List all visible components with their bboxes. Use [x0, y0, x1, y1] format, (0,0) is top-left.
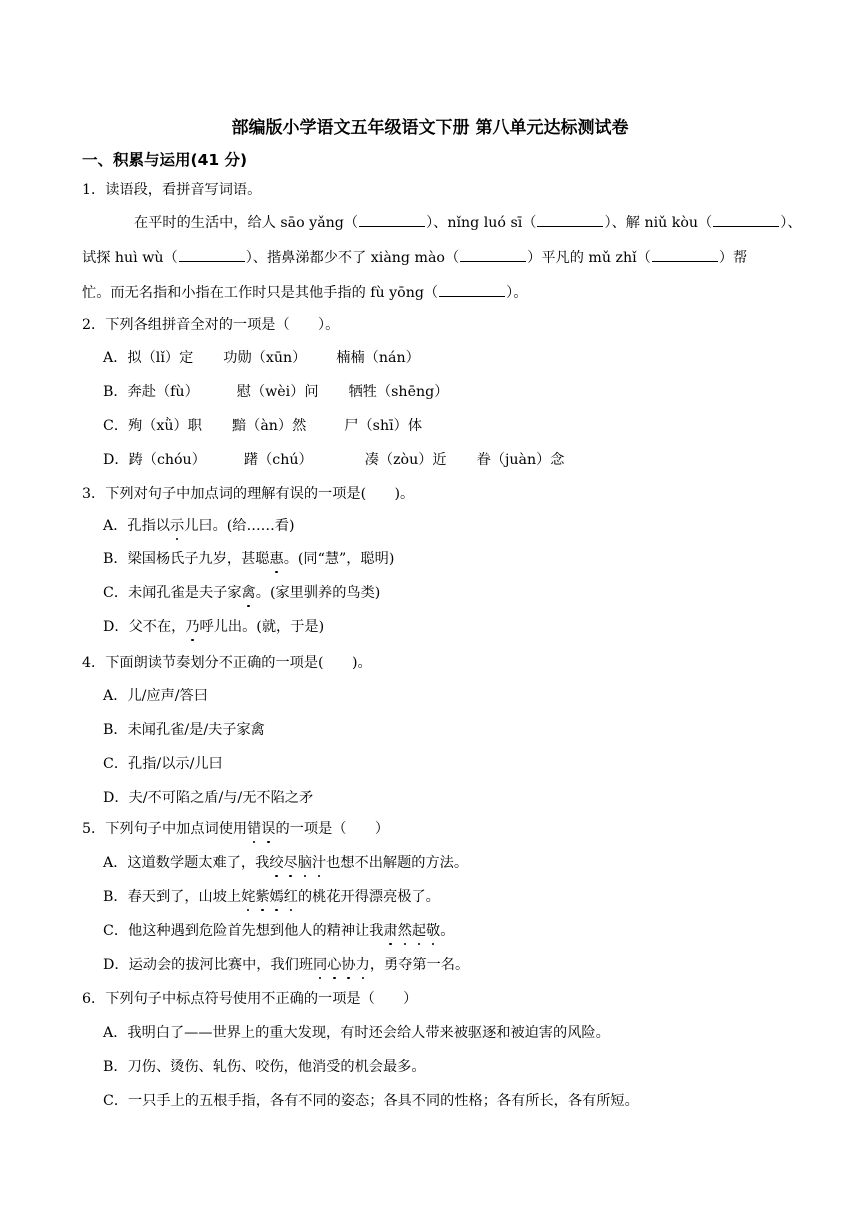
question-6-option-a: A．我明白了——世界上的重大发现，有时还会给人带来被驱逐和被迫害的风险。 — [103, 1025, 610, 1041]
text-segment: 忙。而无名指和小指在工作时只是其他手指的 fù yōng（ — [82, 285, 439, 301]
emphasized-char: 示 — [170, 518, 185, 534]
emphasized-char: 姹 — [241, 889, 256, 905]
emphasized-char: 然 — [397, 923, 412, 939]
emphasized-char: 同 — [313, 957, 328, 973]
text-segment: 黯（àn）然 — [231, 418, 307, 434]
emphasized-char: 心 — [327, 957, 342, 973]
question-4-option-b: B．未闻孔雀/是/夫子家禽 — [103, 722, 265, 738]
answer-blank[interactable] — [460, 247, 526, 262]
text-segment: ，勇夺第一名。 — [369, 957, 470, 973]
text-segment: 。(同“慧”，聪明) — [283, 551, 395, 567]
emphasized-char: 绞 — [269, 855, 284, 871]
question-2-stem: 2．下列各组拼音全对的一项是（ ）。 — [82, 317, 340, 333]
text-segment: ）、解 niǔ kòu（ — [604, 215, 713, 231]
emphasized-char: 红 — [283, 889, 298, 905]
emphasized-char: 力 — [355, 957, 370, 973]
question-4-option-d: D．夫/不可陷之盾/与/无不陷之矛 — [103, 790, 314, 806]
text-segment: 凑（zòu）近 — [364, 452, 447, 468]
text-segment: 呼儿出。(就，于是) — [199, 619, 325, 635]
question-3-option-d — [103, 617, 324, 637]
question-6-option-c: C．一只手上的五根手指，各有不同的姿态；各具不同的性格；各有所长，各有所短。 — [103, 1093, 639, 1109]
text-segment: A．孔指以 — [103, 518, 170, 534]
text-segment: 。 — [440, 923, 455, 939]
emphasized-char: 禽 — [241, 585, 256, 601]
text-segment: 试探 huì wù（ — [82, 250, 178, 266]
question-5-option-c — [103, 921, 454, 941]
text-segment: D．父不在， — [103, 619, 186, 635]
text-segment: 尸（shī）体 — [344, 418, 423, 434]
text-segment: ）、 — [780, 215, 802, 231]
emphasized-char: 脑 — [297, 855, 312, 871]
text-segment: B．奔赴（fù） — [103, 384, 199, 400]
text-segment: A．拟（lǐ）定 — [103, 350, 194, 366]
emphasized-char: 误 — [261, 821, 276, 837]
question-3-stem: 3．下列对句子中加点词的理解有误的一项是( )。 — [82, 486, 415, 502]
text-segment: 5．下列句子中加点词使用 — [82, 821, 248, 837]
emphasized-char: 乃 — [185, 619, 200, 635]
emphasized-char: 敬 — [426, 923, 441, 939]
emphasized-char: 惠 — [269, 551, 284, 567]
text-segment: C．未闻孔雀是夫子家 — [103, 585, 242, 601]
question-3-option-c — [103, 583, 380, 603]
text-segment: 。(家里驯养的鸟类) — [255, 585, 381, 601]
text-segment: ）平凡的 mǔ zhǐ（ — [527, 250, 651, 266]
text-segment: 躇（chú） — [243, 452, 313, 468]
question-3-option-b — [103, 549, 394, 569]
question-1-line-1 — [134, 212, 802, 233]
question-6-option-b: B．刀伤、烫伤、轧伤、咬伤，他消受的机会最多。 — [103, 1059, 426, 1075]
text-segment: C．殉（xǜ）职 — [103, 418, 202, 434]
text-segment: 眷（juàn）念 — [476, 452, 565, 468]
emphasized-char: 肃 — [383, 923, 398, 939]
text-segment: D．运动会的拔河比赛中，我们班 — [103, 957, 314, 973]
question-2-option-a — [103, 348, 420, 368]
question-4-option-c: C．孔指/以示/儿曰 — [103, 756, 223, 772]
question-2-option-b — [103, 382, 448, 402]
text-segment: 的桃花开得漂亮极了。 — [297, 889, 440, 905]
question-5-option-d — [103, 955, 469, 975]
answer-blank[interactable] — [439, 282, 505, 297]
answer-blank[interactable] — [652, 247, 718, 262]
text-segment: ）、nǐng luó sī（ — [426, 215, 537, 231]
answer-blank[interactable] — [179, 247, 245, 262]
text-segment: ）帮 — [718, 250, 748, 266]
text-segment: ）、揩鼻涕都少不了 xiàng mào（ — [245, 250, 460, 266]
question-4-option-a: A．儿/应声/答曰 — [103, 688, 208, 704]
text-segment: 楠楠（nán） — [336, 350, 420, 366]
question-4-stem: 4．下面朗读节奏划分不正确的一项是( )。 — [82, 655, 372, 671]
emphasized-char: 错 — [247, 821, 262, 837]
text-segment: C．他这种遇到危险首先想到他人的精神让我 — [103, 923, 384, 939]
question-6-stem: 6．下列句子中标点符号使用不正确的一项是（ ） — [82, 991, 418, 1007]
answer-blank[interactable] — [537, 212, 603, 227]
text-segment: 功勋（xūn） — [223, 350, 307, 366]
text-segment: B．春天到了，山坡上 — [103, 889, 242, 905]
text-segment: D．踌（chóu） — [103, 452, 206, 468]
question-1-line-3 — [82, 282, 527, 303]
question-2-option-c — [103, 416, 422, 436]
text-segment: A．这道数学题太难了，我 — [103, 855, 270, 871]
page-title: 部编版小学语文五年级语文下册 第八单元达标测试卷 — [231, 118, 629, 138]
answer-blank[interactable] — [359, 212, 425, 227]
emphasized-char: 协 — [341, 957, 356, 973]
question-3-option-a — [103, 516, 295, 536]
text-segment: 慰（wèi）问 — [236, 384, 319, 400]
text-segment: ）。 — [506, 285, 528, 301]
text-segment: B．梁国杨氏子九岁，甚聪 — [103, 551, 270, 567]
text-segment: 在平时的生活中，给人 sāo yǎng（ — [134, 215, 359, 231]
answer-blank[interactable] — [713, 212, 779, 227]
question-1-stem: 1．读语段，看拼音写词语。 — [82, 182, 262, 198]
emphasized-char: 起 — [411, 923, 427, 939]
emphasized-char: 尽 — [283, 855, 298, 871]
question-1-line-2 — [82, 247, 747, 268]
text-segment: 的一项是（ ） — [275, 821, 390, 837]
section-heading: 一、积累与运用(41 分) — [82, 151, 248, 169]
text-segment: 儿曰。(给……看) — [184, 518, 295, 534]
emphasized-char: 紫 — [255, 889, 270, 905]
text-segment: 牺牲（shēng） — [348, 384, 449, 400]
emphasized-char: 嫣 — [269, 889, 284, 905]
question-5-stem — [82, 819, 389, 839]
emphasized-char: 汁 — [311, 855, 327, 871]
question-5-option-b — [103, 887, 440, 907]
question-5-option-a — [103, 853, 468, 873]
question-2-option-d — [103, 450, 564, 470]
text-segment: 也想不出解题的方法。 — [326, 855, 469, 871]
